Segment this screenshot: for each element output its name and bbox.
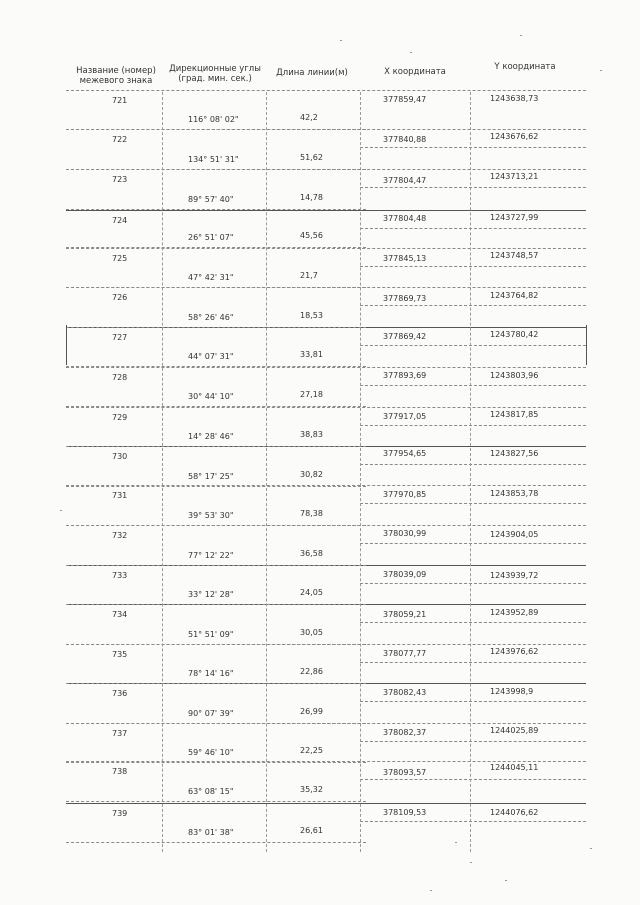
point-name: 739 (112, 809, 128, 818)
row-rule (66, 803, 586, 804)
table-edge (586, 325, 587, 365)
segment-rule (66, 209, 366, 210)
x-coordinate: 378093,57 (383, 768, 427, 777)
x-coordinate: 378077,77 (383, 649, 427, 658)
table-edge (66, 325, 67, 365)
scan-speck (520, 35, 522, 36)
header-rule (66, 90, 586, 91)
coord-rule (360, 583, 586, 584)
direction-angle: 59° 46' 10" (188, 748, 234, 757)
coord-rule (360, 228, 586, 229)
y-coordinate: 1243827,56 (490, 449, 539, 458)
segment-rule (66, 446, 366, 447)
direction-angle: 14° 28' 46" (188, 432, 234, 441)
coord-rule (360, 345, 586, 346)
header-y: Y координата (494, 62, 556, 72)
y-coordinate: 1243780,42 (490, 330, 539, 339)
y-coordinate: 1243952,89 (490, 608, 539, 617)
line-length: 22,25 (300, 746, 323, 755)
point-name: 722 (112, 135, 128, 144)
segment-rule (66, 366, 366, 367)
header-name (70, 66, 162, 86)
direction-angle: 30° 44' 10" (188, 392, 234, 401)
column-divider (162, 92, 163, 852)
line-length: 27,18 (300, 390, 323, 399)
point-name: 721 (112, 96, 128, 105)
x-coordinate: 378109,53 (383, 808, 427, 817)
coord-rule (360, 425, 586, 426)
line-length: 30,05 (300, 628, 323, 637)
point-name: 733 (112, 571, 128, 580)
segment-rule (66, 604, 366, 605)
x-coordinate: 377804,47 (383, 176, 427, 185)
coord-rule (360, 385, 586, 386)
x-coordinate: 377954,65 (383, 449, 427, 458)
line-length: 26,99 (300, 707, 323, 716)
direction-angle: 89° 57' 40" (188, 195, 234, 204)
y-coordinate: 1243803,96 (490, 371, 539, 380)
direction-angle: 44° 07' 31" (188, 352, 234, 361)
coord-rule (360, 741, 586, 742)
point-name: 737 (112, 729, 128, 738)
x-coordinate: 377869,73 (383, 294, 427, 303)
header-angles (165, 64, 265, 84)
direction-angle: 33° 12' 28" (188, 590, 234, 599)
line-length: 45,56 (300, 231, 323, 240)
segment-rule (66, 327, 366, 328)
segment-rule (66, 287, 366, 288)
scan-speck (470, 862, 472, 863)
scan-speck (590, 848, 592, 849)
direction-angle: 63° 08' 15" (188, 787, 234, 796)
x-coordinate: 378082,37 (383, 728, 427, 737)
coord-rule (360, 821, 586, 822)
row-rule (66, 210, 586, 211)
x-coordinate: 377893,69 (383, 371, 427, 380)
line-length: 14,78 (300, 193, 323, 202)
direction-angle: 39° 53' 30" (188, 511, 234, 520)
direction-angle: 58° 26' 46" (188, 313, 234, 322)
segment-rule (66, 842, 366, 843)
segment-rule (66, 683, 366, 684)
point-name: 724 (112, 216, 128, 225)
point-name: 727 (112, 333, 128, 342)
segment-rule (66, 406, 366, 407)
header-angles-line1: Дирекционные углы (169, 64, 261, 74)
header-x: X координата (384, 67, 446, 77)
point-name: 736 (112, 689, 128, 698)
segment-rule (66, 247, 366, 248)
segment-rule (66, 723, 366, 724)
scan-speck (410, 52, 412, 53)
header-angles-line2: (град. мин. сек.) (178, 74, 252, 84)
scan-speck (430, 890, 432, 891)
line-length: 26,61 (300, 826, 323, 835)
point-name: 732 (112, 531, 128, 540)
y-coordinate: 1243638,73 (490, 94, 539, 103)
column-divider (470, 92, 471, 852)
y-coordinate: 1243998,9 (490, 687, 534, 696)
x-coordinate: 377845,13 (383, 254, 427, 263)
y-coordinate: 1243713,21 (490, 172, 539, 181)
point-name: 734 (112, 610, 128, 619)
segment-rule (66, 129, 366, 130)
point-name: 723 (112, 175, 128, 184)
segment-rule (66, 801, 366, 802)
scan-speck (600, 70, 602, 71)
point-name: 735 (112, 650, 128, 659)
coord-rule (360, 305, 586, 306)
scan-speck (505, 880, 507, 881)
point-name: 728 (112, 373, 128, 382)
x-coordinate: 377917,05 (383, 412, 427, 421)
x-coordinate: 377970,85 (383, 490, 427, 499)
y-coordinate: 1244045,11 (490, 763, 539, 772)
y-coordinate: 1244025,89 (490, 726, 539, 735)
scan-speck (340, 40, 342, 41)
direction-angle: 90° 07' 39" (188, 709, 234, 718)
coord-rule (360, 662, 586, 663)
line-length: 42,2 (300, 113, 318, 122)
y-coordinate: 1243676,62 (490, 132, 539, 141)
line-length: 38,83 (300, 430, 323, 439)
direction-angle: 134° 51' 31" (188, 155, 239, 164)
x-coordinate: 378059,21 (383, 610, 427, 619)
scan-speck (455, 842, 457, 843)
y-coordinate: 1243853,78 (490, 489, 539, 498)
direction-angle: 51° 51' 09" (188, 630, 234, 639)
coord-rule (360, 503, 586, 504)
point-name: 738 (112, 767, 128, 776)
header-name-line2: межевого знака (79, 76, 153, 86)
direction-angle: 58° 17' 25" (188, 472, 234, 481)
coord-rule (360, 266, 586, 267)
segment-rule (66, 644, 366, 645)
direction-angle: 78° 14' 16" (188, 669, 234, 678)
y-coordinate: 1243764,82 (490, 291, 539, 300)
scan-speck (60, 510, 62, 511)
x-coordinate: 378039,09 (383, 570, 427, 579)
line-length: 30,82 (300, 470, 323, 479)
point-name: 730 (112, 452, 128, 461)
coord-rule (360, 464, 586, 465)
coord-rule (360, 622, 586, 623)
line-length: 18,53 (300, 311, 323, 320)
row-rule (66, 407, 586, 408)
y-coordinate: 1243976,62 (490, 647, 539, 656)
segment-rule (66, 169, 366, 170)
segment-rule (66, 486, 366, 487)
x-coordinate: 377869,42 (383, 332, 427, 341)
y-coordinate: 1243904,05 (490, 530, 539, 539)
point-name: 725 (112, 254, 128, 263)
x-coordinate: 377859,47 (383, 95, 427, 104)
y-coordinate: 1243748,57 (490, 251, 539, 260)
line-length: 51,62 (300, 153, 323, 162)
segment-rule (66, 565, 366, 566)
line-length: 35,32 (300, 785, 323, 794)
y-coordinate: 1243817,85 (490, 410, 539, 419)
row-rule (66, 367, 586, 368)
direction-angle: 116° 08' 02" (188, 115, 239, 124)
line-length: 36,58 (300, 549, 323, 558)
line-length: 24,05 (300, 588, 323, 597)
line-length: 33,81 (300, 350, 323, 359)
y-coordinate: 1244076,62 (490, 808, 539, 817)
coord-rule (360, 701, 586, 702)
line-length: 22,86 (300, 667, 323, 676)
x-coordinate: 377804,48 (383, 214, 427, 223)
column-divider (360, 92, 361, 852)
x-coordinate: 378030,99 (383, 529, 427, 538)
direction-angle: 47° 42' 31" (188, 273, 234, 282)
point-name: 729 (112, 413, 128, 422)
coord-rule (360, 779, 586, 780)
header-name-line1: Название (номер) (76, 66, 156, 76)
point-name: 731 (112, 491, 128, 500)
line-length: 78,38 (300, 509, 323, 518)
coord-rule (360, 543, 586, 544)
direction-angle: 77° 12' 22" (188, 551, 234, 560)
segment-rule (66, 762, 366, 763)
y-coordinate: 1243727,99 (490, 213, 539, 222)
row-rule (66, 248, 586, 249)
coord-rule (360, 147, 586, 148)
line-length: 21,7 (300, 271, 318, 280)
header-length: Длина линии(м) (276, 68, 348, 78)
x-coordinate: 377840,88 (383, 135, 427, 144)
point-name: 726 (112, 293, 128, 302)
coord-rule (360, 187, 586, 188)
x-coordinate: 378082,43 (383, 688, 427, 697)
direction-angle: 26° 51' 07" (188, 233, 234, 242)
segment-rule (66, 525, 366, 526)
column-divider (266, 92, 267, 852)
y-coordinate: 1243939,72 (490, 571, 539, 580)
direction-angle: 83° 01' 38" (188, 828, 234, 837)
